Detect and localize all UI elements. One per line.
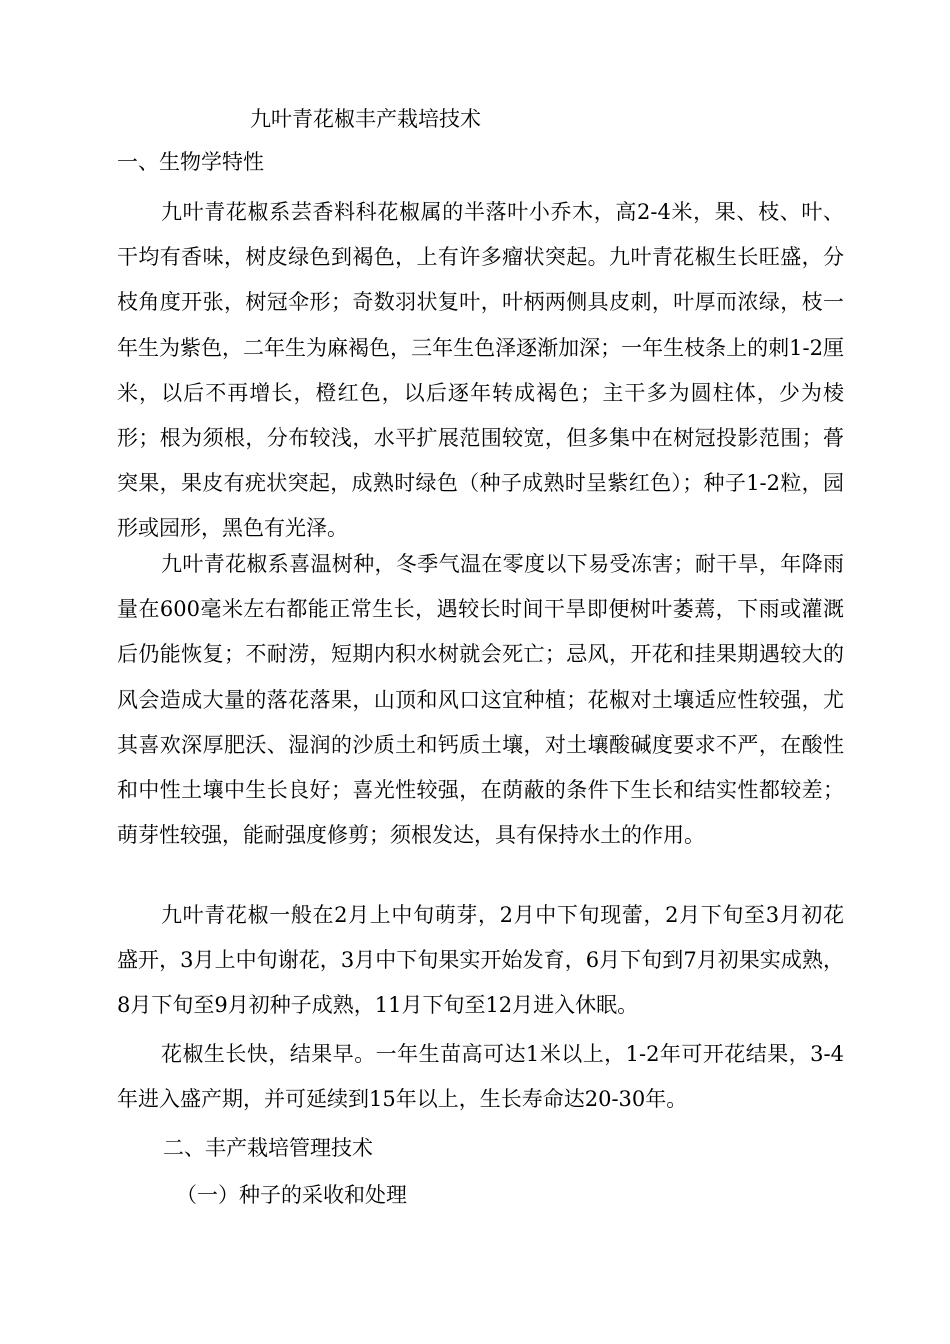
subsection-heading-seeds: （一）种子的采收和处理 bbox=[176, 1183, 407, 1207]
paragraph-morphology: 九叶青花椒系芸香料科花椒属的半落叶小乔木，高2-4米，果、枝、叶、干均有香味，树皮绿色到褐色，上有许多瘤状突起。九叶青花椒生长旺盛，分枝角度开张，树冠伞形；奇数羽状复叶，叶柄两侧具皮刺，叶厚而浓绿，枝一年生为紫色，二年生为麻褐色，三年生色泽逐渐加深；一年生枝条上的刺1-2厘米，以后不再增长，橙红色，以后逐年转成褐色；主干多为圆柱体，少为棱形；根为须根，分布较浅，水平扩展范围较宽，但多集中在树冠投影范围；蓇突果，果皮有疣状突起，成熟时绿色（种子成熟时呈紫红色）；种子1-2粒，园形或园形，黑色有光泽。 bbox=[117, 200, 844, 541]
document-title: 九叶青花椒丰产栽培技术 bbox=[250, 107, 481, 131]
paragraph-habit: 九叶青花椒系喜温树种，冬季气温在零度以下易受冻害；耐干旱，年降雨量在600毫米左右都能正常生长，遇较长时间干旱即便树叶萎蔫，下雨或灌溉后仍能恢复；不耐涝，短期内积水树就会死亡；忌风，开花和挂果期遇较大的风会造成大量的落花落果，山顶和风口这宜种植；花椒对土壤适应性较强，尤其喜欢深厚肥沃、湿润的沙质土和钙质土壤，对土壤酸碱度要求不严，在酸性和中性土壤中生长良好；喜光性较强，在荫蔽的条件下生长和结实性都较差；萌芽性较强，能耐强度修剪；须根发达，具有保持水土的作用。 bbox=[117, 552, 844, 848]
paragraph-phenology: 九叶青花椒一般在2月上中旬萌芽，2月中下旬现蕾，2月下旬至3月初花盛开，3月上中旬谢花，3月中下旬果实开始发育，6月下旬到7月初果实成熟，8月下旬至9月初种子成熟，11月下旬至12月进入休眠。 bbox=[117, 903, 844, 1018]
section-heading-cultivation: 二、丰产栽培管理技术 bbox=[163, 1136, 373, 1160]
paragraph-growth: 花椒生长快，结果早。一年生苗高可达1米以上，1-2年可开花结果，3-4年进入盛产期，并可延续到15年以上，生长寿命达20-30年。 bbox=[117, 1042, 844, 1112]
section-heading-biology: 一、生物学特性 bbox=[117, 150, 264, 174]
